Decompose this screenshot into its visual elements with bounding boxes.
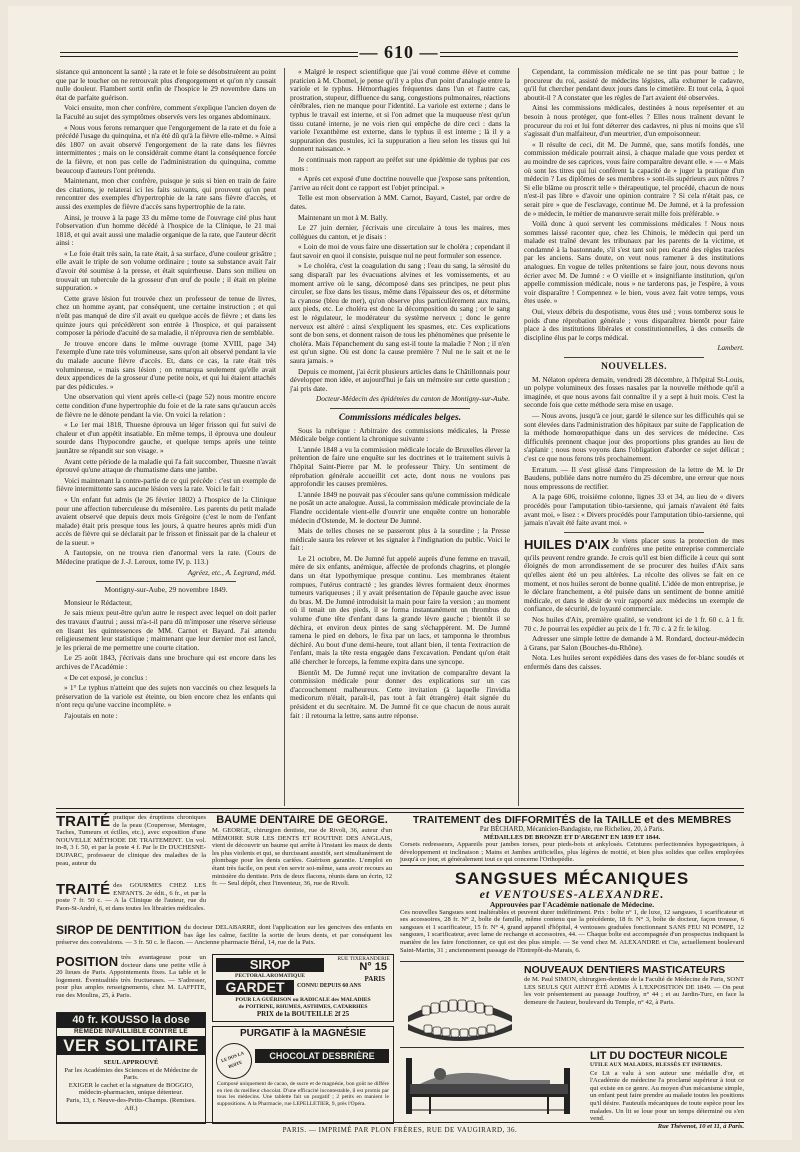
- paragraph: Mais de telles choses ne se passeront plus à la sourdine ; la Presse médicale saura les relever et les signaler à l'indignation du public. Voici le fait :: [290, 526, 510, 553]
- advert-headline: PURGATIF à la MAGNÉSIE: [240, 1028, 366, 1039]
- advert-text: de M. Paul SIMON, chirurgien-dentiste de la Faculté de Médecine de Paris, SONT LES SEULS QUI AIENT ÉTÉ ADMIS À L'EXPOSITION DE 1849. — On peut les voir présentement au passage Jouffroy, n° 44 ; et au Jardin-Turc, en face la demeure de l'auteur, boulevard du Temple, n° 42, à Paris.: [524, 976, 744, 1006]
- advert-text: du docteur DELABARRE, dont l'application sur les gencives des enfants en bas âge les calme, facilite la sortie de leurs dents, et par conséquent les préserve des convulsions. — 3 fr. 50 c. le flacon. — Ancienne pharmacie Béral, 14, rue de la Paix.: [56, 924, 392, 947]
- paragraph: Bientôt M. De Jumné reçut une invitation de comparaître devant la commission médicale pour donner des explications sur un cas d'accouchement malheureux. Cette invitation (à laquelle l'invidia medicorum n'était, paraît-il, pas tout à fait étrangère) était signée du président et du secrétaire. M. De Jumné fit ce que chacun de nous aurait fait : il retourna la lettre, sans autre réponse.: [290, 667, 510, 720]
- paragraph: Cependant, la commission médicale ne se tint pas pour battue ; le procureur du roi, assisté de médecins légistes, alla exhumer le cadavre, qu'il fut chercher pendant deux jours dans le cimetière. Et tout cela, à quoi aboutit-il ? A constater que les règles de l'art avaient été observées.: [524, 67, 744, 102]
- advert-subheadline: Par BÉCHARD, Mécanicien-Bandagiste, rue Richelieu, 20, à Paris.: [479, 826, 665, 833]
- advert-headline: TRAITEMENT des DIFFORMITÉS de la TAILLE et des MEMBRES: [412, 814, 732, 826]
- advert-text: Corsets redresseurs, Appareils pour jambes torses, pour pieds-bots et ankylosés. Ceintures perfectionnées hypogastriques, à développement et inclinaison ; Mains et Jambes artificielles, plus légères de moitié, et bien plus solides que celles employées jusqu'à ce jour, et généralement tout ce qui concerne l'Orthopédie.: [400, 841, 744, 864]
- advert-brand: GARDET: [216, 980, 294, 995]
- paragraph: Maintenant un mot à M. Bally.: [298, 212, 388, 222]
- paragraph: Le 27 juin dernier, j'écrivais une circulaire à tous les maires, mes collègues du canton, et je disais :: [290, 223, 510, 241]
- printer-footer: PARIS. — IMPRIMÉ PAR PLON FRÈRES, RUE DE VAUGIRARD, 36.: [56, 1122, 744, 1134]
- paragraph: « Loin de moi de vous faire une dissertation sur le choléra ; cependant il faut savoir en quoi il consiste, puisque nul ne peut formuler son essence.: [290, 242, 510, 260]
- advert-text: des GOURMES CHEZ LES ENFANTS. 2e édit., 6 fr., et par la poste 7 fr. 50 c. — A la Clinique de l'auteur, rue du Paon-St-André, 6, et dans toutes les librairies médicales.: [56, 882, 206, 912]
- section-title: Commissions médicales belges.: [338, 412, 462, 423]
- advert-text: Ces nouvelles Sangsues sont inaltérables et peuvent durer indéfiniment. Prix : boîte n° 1, de luxe, 12 sangsues, 1 scarificateur et ses accessoires, 28 fr. N° 2, boîte de famille, même contenu que la précédente, 18 fr. N° 3, boîte de docteur, façon trousse, 6 sangsues et 1 scarificateur, 15 fr. N° 4, grand appareil d'hôpital, 4 ventouses graduées fonctionnant SANS FEU NI POMPE, 12 sangsues, 1 scarificateur, avec lame de rechange et accessoires, 44. — Chaque boîte est accompagnée d'un prospectus indiquant la manière de les faire fonctionner, ce qui est des plus simple. — Se vend chez M. ALEXANDRE et Cie, actuellement boulevard Saint-Martin, 31 ; anciennement passage de l'Entrepôt-du-Marais, 6.: [400, 908, 744, 954]
- paragraph: L'année 1849 ne pouvait pas s'écouler sans qu'une commission médicale ne posât un acte analogue. Aussi, la commission médicale provinciale de la Flandre occidentale vient-elle d'ouvrir une enquête contre un honorable médecin d'Ostende, M. le docteur De Jumné.: [290, 489, 510, 525]
- paragraph: J'ajoutais en note :: [64, 710, 118, 720]
- paragraph: » Le choléra, c'est la coagulation du sang ; l'eau du sang, la sérosité du sang disparaît par les évacuations alvines et les vomissements, et au moment arrive où le sang, décomposé dans ses principes, ne peut plus circuler, se fixe dans les tissus, même dans l'épaisseur des os, et détermine la cyanose (bleu de mer), qu'on observe plus particulièrement aux mains, aux pieds, etc. Le choléra est donc la décomposition du sang ; or le sang est le régulateur, le modérateur du système nerveux ; donc le genre nerveux est altéré : ainsi s'expliquent les spasmes, etc. Ces explications sont de bon sens, et donnent raison de tous les phénomènes que présente le choléra. Mais l'épanchement du sang est-il toute la maladie ? Non ; il n'en est qu'un signe. Où est donc la cause première ? Nul ne le sait et ne le saura jamais. »: [290, 261, 510, 365]
- advert-text: Je viens placer sous la protection de mes confrères une petite entreprise commerciale qu'ils peuvent rendre grande. Je crois qu'il est bien difficile à ceux qui sont éloignés de mon arrondissement de se procurer des huiles d'Aix sans qu'elles aient été un peu altérées. La récolte des olives se fait en ce moment, et nos huiles seront de bonne qualité. L'idée de mon entreprise, je le déclare franchement, a été puisée dans un sentiment de bonne amitié médicale, et dans le désir de voir rapporté aux médecins un exemple de confiance, de sécurité, de loyauté commerciale.: [524, 535, 744, 614]
- divider-line: [400, 1047, 744, 1048]
- advert-text: Ce Lit a valu à son auteur une médaille d'or, et l'Académie de médecine l'a proclamé supérieur à tout ce qui existe en ce genre. Au moyen d'un mécanisme simple, un enfant peut faire prendre au malade toutes les positions qu'il désire. Fauteuils mécaniques de toute espèce pour les malades. Un lit se loue pour un temps déterminé ou s'en vend.: [590, 1069, 744, 1123]
- paragraph: — Nous avons, jusqu'à ce jour, gardé le silence sur les difficultés qui se sont élevées dans l'administration des hôpitaux par suite de l'application de la méthode homœopathique dans un des services de médecine. Ces difficultés prennent chaque jour des proportions plus grandes au lieu de s'aplanir ; nous nous voyons dans l'obligation d'aborder ce sujet délicat ; c'est ce que nous ferons très prochainement.: [524, 410, 744, 463]
- advert-text: pratique des éruptions chroniques de la peau (Couperose, Mentagre, Taches, Tumeurs et écilles, etc.), avec exposition d'une NOUVELLE MÉTHODE DE TRAITEMENT. Un vol. in-8, 3 f. 50, et par la poste 4 f. Par le Dr DUCHESNE-DUPARC, professeur de clinique des maladies de la peau, auteur du: [56, 814, 206, 867]
- article-columns: [56, 68, 744, 806]
- paragraph: Adresser une simple lettre de demande à M. Rondard, docteur-médecin à Grans, par Salon (Bouches-du-Rhône).: [524, 634, 744, 652]
- separator-rule: [564, 532, 704, 533]
- advert-dentiers: [400, 958, 744, 1042]
- paragraph: Sous la rubrique : Arbitraire des commissions médicales, la Presse Médicale belge contient la chronique suivante :: [290, 425, 510, 444]
- advert-purgatif-magnesie: [212, 1026, 394, 1124]
- advert-text: M. GEORGE, chirurgien dentiste, rue de Rivoli, 36, auteur d'un MÉMOIRE SUR LES DENTS ET ROUTINE DES ANGLAIS, vient de découvrir un baume qui arrête à l'instant les maux de dents les plus violents et qui, se durcissant aussitôt, sert simultanément de plombage pour les dents cariées. Guérison garantie. L'emploi en étant très facile, on peut s'en servir soi-même, sans avoir recours au ministère du dentiste. Prix de deux flacons, réunis dans un écrin, 12 fr. — Seul dépôt, chez l'inventeur, 36, rue de Rivoli.: [212, 827, 392, 888]
- seal-icon: LE DOS LA BOITE: [211, 1038, 257, 1084]
- advert-lit-nicole: [400, 1044, 744, 1130]
- paragraph: « Il résulte de ceci, dit M. De Jumné, que, sans motifs fondés, une commission médicale pourrait ainsi, à chaque malade que vous perdez et au moindre de ses caprices, vous faire comparaître devant elle. » — « Mais où sont les titres qui lui confèrent la capacité de » juger la pratique d'un médecin ? Les diplômes de ses membres » sont-ils supérieurs aux nôtres ? Si elle blâme ou proscrit telle » thérapeutique, tel procédé, chacun de nous n'est-il pas libre » d'avoir une opinion contraire ? Si cela n'était pas, ce serait pire » que de l'esclavage, continue M. De Jumné, et à la profession de » médecin, le métier de manœuvre serait mille fois préférable. »: [524, 139, 744, 218]
- advert-text: SEUL APPROUVÉ: [103, 1059, 159, 1066]
- advert-subheadline: UTILE AUX MALADES, BLESSÉS ET INFIRMES.: [590, 1062, 723, 1068]
- signature: Lambert.: [717, 343, 744, 353]
- paragraph: Oui, vieux débris du despotisme, vous êtes usé ; vous tomberez sous le poids d'une réprobation générale ; vous disparaîtrez bientôt pour faire place à des institutions libérales et constitutionnelles, à des conseils de discipline élus par le corps médical.: [524, 307, 744, 342]
- advert-traite-gourmes: [56, 882, 206, 918]
- advert-text: de POITRINE, RHUMES, ASTHMES, CATARRHES: [238, 1004, 368, 1010]
- paragraph: Depuis ce moment, j'ai écrit plusieurs articles dans le Châtillonnais pour développer mon idée, et aujourd'hui je fais un mémoire sur cette question ; j'ai pris date.: [290, 366, 510, 393]
- paragraph: Nota. Les huiles seront expédiées dans des vases de fer-blanc soudés et enfermés dans des caisses.: [524, 653, 744, 671]
- advert-headline: SIROP: [216, 958, 324, 972]
- paragraph: « Un enfant fut admis (le 26 février 1802) à l'hospice de la Clinique pour une affection tuberculeuse du mésentère. Les parents du petit malade avaient observé que depuis deux mois Grégoire (c'est le nom de l'enfant malade) était pris presque tous les jours, à quatre heures après midi d'un accès de fièvre qui se déclarait par le frisson et finissait par de la chaleur et de la sueur. »: [56, 494, 276, 547]
- advert-text: RUE TIXERANDERIE: [337, 956, 390, 962]
- newspaper-page: [8, 6, 792, 1140]
- advert-medals: MÉDAILLES DE BRONZE ET D'ARGENT EN 1839 ET 1844.: [483, 833, 661, 841]
- paragraph: Ainsi, je trouve à la page 33 du même tome de l'ouvrage cité plus haut l'observation d'un homme décédé à l'hospice de la Clinique, le 21 mai 1818, et qui avait aussi une maladie organique de la rate, que l'auteur décrit ainsi :: [56, 212, 276, 248]
- advert-text: Composé uniquement de cacao, de sucre et de magnésie, bon goût ne différe en rien du meilleur chocolat. D'une efficacité incontestable, il est promis par tous les médecins. Une tablette fait un purgatif ; 2 petits en manient le suppositions. A la Pharmacie, rue LEPELLETIER, 9, près l'Opéra.: [217, 1081, 389, 1107]
- paragraph: Je trouve encore dans le même ouvrage (tome XVIII, page 34) l'exemple d'une rate très volumineuse, sans qu'on ait observé pendant la vie du malade aucune fièvre d'accès. Et, dans ce cas, la rate était très volumineuse, « mais sans lésion ; on remarqua seulement qu'elle avait deux appendices de la grosseur d'une petite noix, et qui lui étaient attachés par des pédicules. »: [56, 338, 276, 391]
- divider-line: [400, 865, 744, 866]
- dentures-icon: [400, 992, 520, 1042]
- separator-rule: [96, 581, 236, 582]
- paragraph: Ainsi les commissions médicales, destinées à nous représenter et au besoin à nous protéger, que font-elles ? Elles nous traînent devant le procureur du roi et lui font déterrer des cadavres, ni plus ni moins que s'il s'agissait d'un malfaiteur, d'un meurtrier, d'un empoisonneur.: [524, 103, 744, 139]
- paragraph: Voici maintenant la contre-partie de ce qui précède : c'est un exemple de fièvre intermittente sans aucune lésion vers la rate. Voici le fait :: [56, 475, 276, 494]
- paragraph: « Le 1er mai 1818, Thuesne éprouva un léger frisson qui fut suivi de chaleur et d'un appétit insatiable. En même temps, il éprouva une douleur sourde dans l'hypocondre gauche, et quelque temps après une teinte jaunâtre se répandit sur son visage. »: [56, 420, 276, 455]
- paragraph: sistance qui annoncent la santé ; la rate et le foie se désobstruèrent au point que par le toucher on ne retrouvait plus d'engorgement et qu'on n'y causait nulle douleur. Flambert sortit enfin de l'hospice le 29 novembre dans un état de parfaite guérison.: [56, 67, 276, 102]
- separator-rule: [330, 408, 470, 409]
- advert-headline: HUILES D'AIX: [524, 536, 610, 552]
- paragraph: Cette grave lésion fut trouvée chez un professeur de tenue de livres, chez un homme ayant, par conséquent, une certaine instruction ; et qui n'eût pas manqué de dire s'il avait eu quelque accès de fièvre ; et dans les quinze jours qui précédèrent son entrée à l'hospice, et qui paraissent composer la période d'acuité de sa maladie, il n'éprouva rien de semblable.: [56, 293, 276, 338]
- advert-subheadline: et VENTOUSES-ALEXANDRE.: [479, 887, 665, 901]
- advert-text: PECTORAL AROMATIQUE: [235, 973, 305, 979]
- advert-traite-eruptions: [56, 814, 206, 880]
- advert-text: EXIGER le cachet et la signature de BOGGIO, médecin-pharmacien, unique détenteur.: [68, 1081, 194, 1097]
- paragraph: Je continuais mon rapport au préfet sur une épidémie de typhus par ces mots :: [290, 154, 510, 173]
- paragraph: L'année 1848 a vu la commission médicale locale de Bruxelles élever la prétention de faire une enquête sur les doctrines et le traitement suivis à l'hôpital Saint-Pierre par M. le professeur Thiry. Un sentiment de réprobation générale accueillit cet acte, dont nous ne voulons pas approfondir les causes premières.: [290, 444, 510, 489]
- advert-subheadline: REMÈDE INFAILLIBLE CONTRE LE: [74, 1028, 188, 1035]
- paragraph: « Nous vous ferons remarquer que l'engorgement de la rate et du foie a précédé l'usage du quinquina, et n'a été dû qu'à la fièvre elle-même. » Ainsi dès 1807 on avait observé l'engorgement de la rate dans les fièvres intermittentes ; mais on le considérait comme étant la conséquence forcée de la fièvre, et non pas celle de l'administration du quinquina, comme beaucoup d'auteurs l'ont prétendu.: [56, 122, 276, 175]
- paragraph: Nos huiles d'Aix, première qualité, se vendront ici de 1 fr. 60 c. à 1 fr. 70 c. Je pourrai les expédier au prix de 1 fr. 70 c. à 2 fr. le kilog.: [524, 615, 744, 633]
- column-2: [290, 68, 510, 806]
- advert-difformites: [400, 814, 744, 864]
- paragraph: Une observation qui vient après celle-ci (page 52) nous montre encore cette condition d'une hypertrophie du foie et de la rate sans qu'aucun accès de fièvre ne le dénote pendant la vie. On voici la relation :: [56, 392, 276, 419]
- advert-brand: CHOCOLAT DESBRIÈRE: [255, 1049, 389, 1063]
- section-title: NOUVELLES.: [601, 362, 667, 372]
- advert-sirop-gardet: [212, 954, 394, 1022]
- paragraph: Voilà donc à quoi servent les commissions médicales ! Nous nous sommes laissé raconter que, chez les Chinois, le médecin qui perd un malade est traîné devant les tribunaux par les parents de la victime, et condamné à la bastonnade, s'il s'est tant soit peu écarté des règles tracées par les anciens. Sans doute, on veut nous ramener à des institutions analogues. En vogue de telles prétentions se faire jour, nous devons nous écrier avec M. De Jumné : « O vieille et » insignifiante institution, qu'on appelle commission médicale, nous » ne tarderons pas, je l'espère, à vous voir disparaître ! Compennez » le bien, vous avez fait votre temps, vous êtes usée. »: [524, 219, 744, 306]
- advert-headline: TRAITÉ: [56, 881, 111, 898]
- advert-text: très avantageuse pour un docteur dans une petite ville à 20 lieues de Paris. Appointements fixes. La table et le logement. Éventualités très fructueuses. — S'adresser, pour plus amples renseignements, chez M. LAFFITE, rue des Moulins, 25, à Paris.: [56, 954, 206, 999]
- separator-rule: [564, 357, 704, 358]
- advert-huiles: [524, 537, 744, 614]
- signature: Docteur-Médecin des épidémies du canton de Montigny-sur-Aube.: [315, 394, 510, 404]
- advert-headline: POSITION: [56, 954, 119, 969]
- advert-headline: SANGSUES MÉCANIQUES: [454, 869, 690, 888]
- header-rule-left: [60, 52, 358, 57]
- advert-price: PRIX de la BOUTEILLE 2f 25: [256, 1010, 350, 1018]
- paragraph: Voici ensuite, mon cher confrère, comment s'explique l'ancien doyen de la Faculté au sujet des symptômes observés vers les organes abdominaux.: [56, 103, 276, 121]
- paragraph: A la page 606, troisième colonne, lignes 33 et 34, au lieu de « divers procédés pour l'amputation tibio-tarsienne, qui jamais n'avaient été faits avant moi, » lisez : « Divers procédés pour l'amputation tibio-tarsienne, qui jamais n'avait été faite avant moi. »: [524, 492, 744, 528]
- advertisement-divider: [56, 808, 744, 813]
- header-rule-right: [440, 52, 738, 57]
- column-3: [524, 68, 744, 806]
- advert-text: POUR LA GUÉRISON ou RADICALE des MALADIES: [235, 997, 371, 1003]
- bed-icon: [400, 1050, 580, 1120]
- paragraph: « Malgré le respect scientifique que j'ai voué comme élève et comme praticien à M. Chomel, je pense qu'il y a plus d'un point d'analogie entre la variole et le typhus. Hémorrhagies fréquentes dans l'un et l'autre cas, prostration, stupeur, diffluence du sang, congestions pulmonaires, réactions cérébrales, rien ne manque pour l'identité. La variole est externe ; dans le typhus le travail est interne, et si l'on admet que la muqueuse n'est qu'un tissu cutané interne, je ne vois rien qui empêche de dire ceci : dans la variole l'exanthème est externe, dans le typhus il est interne ; là il y a suppuration des pustules, ici la suppuration a lieu selon les tissus qui lui donnent naissance. »: [290, 67, 510, 154]
- advert-headline: LIT DU DOCTEUR NICOLE: [590, 1050, 728, 1062]
- paragraph: A l'autopsie, on ne trouva rien d'anormal vers la rate. (Cours de Médecine pratique de J.-J. Leroux, tome IV, p. 113.): [56, 548, 276, 567]
- advert-number: N° 15: [359, 961, 387, 973]
- advert-headline: SIROP DE DENTITION: [56, 923, 182, 937]
- advert-address: Rue Thévenot, 10 et 11, à Paris.: [657, 1122, 744, 1130]
- advert-headline: BAUME DENTAIRE DE GEORGE.: [216, 814, 388, 826]
- page-header: [8, 42, 792, 64]
- column-1: [56, 68, 276, 806]
- advert-position: [56, 954, 206, 1008]
- advert-text: Paris, 13, r. Neuve-des-Petits-Champs. (Remises. Aff.): [66, 1096, 196, 1112]
- paragraph: « Après cet exposé d'une doctrine nouvelle que j'expose sans prétention, j'arrive au récit dont ce rapport est l'objet principal. »: [290, 174, 510, 192]
- advert-city: PARIS: [364, 975, 385, 983]
- salutation: Monsieur le Rédacteur,: [64, 597, 132, 607]
- page-number: — 610 —: [359, 42, 439, 62]
- advert-headline: 40 fr. KOUSSO la dose: [57, 1013, 205, 1028]
- paragraph: Le 25 août 1843, j'écrivais dans une brochure qui est encore dans les archives de l'Académie :: [56, 653, 276, 671]
- paragraph: Maintenant, mon cher confrère, puisque je suis si bien en train de faire des citations, je relaterai ici les faits suivants, qui prouvent qu'on peut rencontrer des exemples d'hypertrophie de la rate sans fièvre d'accès, et aussi des exemples de fièvre d'accès sans hypertrophie de la rate.: [56, 176, 276, 211]
- advert-text: CONNU DEPUIS 60 ANS: [297, 983, 361, 989]
- paragraph: Je sais mieux peut-être qu'un autre le respect avec lequel on doit parler des travaux d'autrui ; aussi m'a-t-il paru dû m'imposer une réserve sérieuse en lisant les quintessences de MM. Carnot et Bayard. J'ai attendu religieusement leur statistique ; maintenant que leur dernier mot est lancé, je les prierai de me permettre une courte citation.: [56, 608, 276, 652]
- advert-title: VER SOLITAIRE: [57, 1036, 205, 1055]
- advert-approval: Approuvées par l'Académie nationale de Médecine.: [489, 900, 655, 909]
- paragraph: Erratum. — Il s'est glissé dans l'impression de la lettre de M. le Dr Baudens, publiée dans notre numéro du 25 décembre, une erreur que nous nous empressons de rectifier.: [524, 464, 744, 491]
- advert-headline: NOUVEAUX DENTIERS MASTICATEURS: [524, 964, 726, 976]
- advert-sirop-dentition: [56, 924, 392, 950]
- paragraph: Telle est mon observation à MM. Carnot, Bayard, Castel, par ordre de dates.: [290, 193, 510, 211]
- divider-line: [400, 961, 744, 962]
- paragraph: » 1° Le typhus n'atteint que des sujets non vaccinés ou chez lesquels la préservation de la variole est éteinte, ou bien encore chez les enfants qui n'ont reçu qu'une vaccine incomplète. »: [56, 683, 276, 710]
- advert-headline: TRAITÉ: [56, 813, 111, 830]
- paragraph: Le 21 octobre, M. De Jumné fut appelé auprès d'une femme en travail, mère de six enfants, anémique, affectée de profonds chagrins, et plongée dans un état lypothymique presque continu. Les membranes étaient rompues, l'utérus contracté ; les grandes lèvres formaient deux énormes tumeurs variqueuses ; il y avait présentation de l'épaule gauche avec issue du bras. M. De Jumné introduisit la main pour faire la version ; au moment où il tenait un des pieds, il se forma instantanément un thrombus du volume d'une tête d'enfant dans la grande lèvre gauche ; bientôt il se déchira, et environ deux pintes de sang s'échappèrent. M. De Jumné ramena le pied en dehors, le fixa par un lacs, et tamponna le thrombus déchiré. Au bout d'une demi-heure, tout allant bien, il tenta l'extraction de l'enfant, mais la tête resta engagée dans l'excavation. Pendant qu'on était allé chercher le forceps, la femme expira dans une syncope.: [290, 553, 510, 666]
- advert-kousso: [56, 1012, 206, 1124]
- paragraph: « De cet exposé, je conclus :: [64, 672, 148, 682]
- advert-baume-dentaire: [212, 814, 392, 918]
- advert-text: Par les Académies des Sciences et de Médecine de Paris.: [64, 1066, 198, 1082]
- paragraph: « Le foie était très sain, la rate était, à sa surface, d'une couleur grisâtre ; elle avait le triple de son volume ordinaire ; toute sa substance avait l'air d'avoir été soumise à la presse, et était squirrheuse. Dans son milieu on trouvait un tubercule de la grosseur d'un œuf de poule ; il était en pleine suppuration. »: [56, 248, 276, 293]
- advert-sangsues: [400, 862, 744, 956]
- paragraph: M. Nélaton opérera demain, vendredi 28 décembre, à l'hôpital St-Louis, un polype volumineux des fosses nasales par la nouvelle méthode qu'il a imaginée, et que nous avons fait connaître il y a sept à huit mois. C'est la seconde fois que cette méthode sera mise en usage.: [524, 374, 744, 410]
- paragraph: Avant cette période de la maladie qui l'a fait succomber, Thuesne n'avait éprouvé qu'une attaque de rhumatisme dans une jambe.: [56, 456, 276, 475]
- signature: Agréez, etc., A. Legrand, méd.: [187, 567, 276, 577]
- dateline: Montigny-sur-Aube, 29 novembre 1849.: [104, 585, 228, 595]
